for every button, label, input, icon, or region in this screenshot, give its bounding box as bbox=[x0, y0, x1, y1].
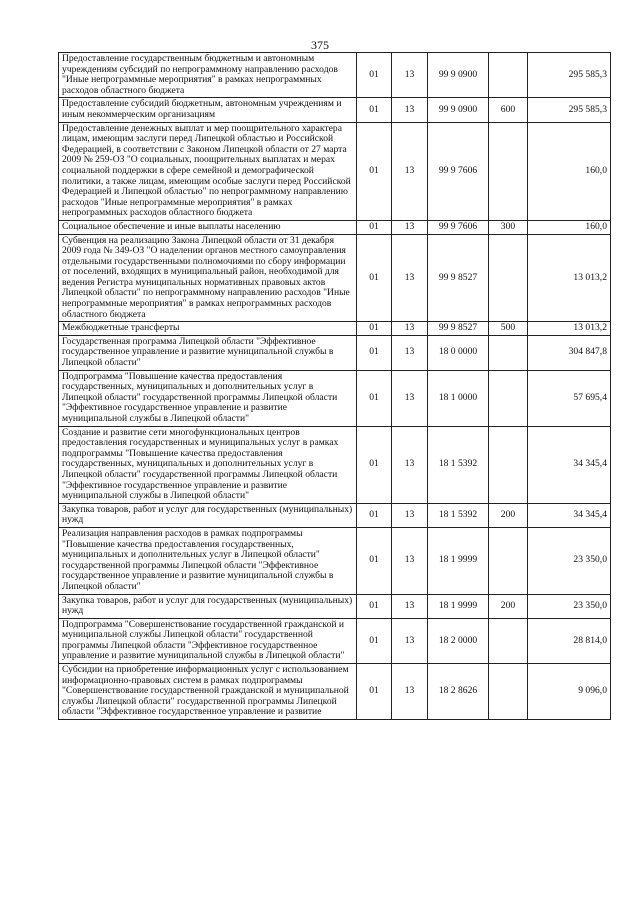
row-expense-type-code bbox=[489, 122, 528, 220]
row-section-code: 01 bbox=[357, 664, 392, 720]
row-section-code: 01 bbox=[357, 98, 392, 122]
table-row bbox=[59, 53, 611, 98]
row-expense-type-code: 300 bbox=[489, 220, 528, 234]
row-description: Предоставление субсидий бюджетным, автономным учреждениям и иным некоммерческим организациям bbox=[59, 98, 357, 122]
table-row bbox=[59, 122, 611, 220]
row-description: Подпрограмма "Совершенствование государственной гражданской и муниципальной службы Липецкой области" государственной программы Липецкой области "Эффективное государственное управление и развитие муниципальной службы в Липецкой области" bbox=[59, 618, 357, 663]
row-description: Закупка товаров, работ и услуг для государственных (муниципальных) нужд bbox=[59, 503, 357, 527]
row-expense-type-code: 500 bbox=[489, 322, 528, 336]
row-subsection-code: 13 bbox=[392, 594, 428, 618]
row-description: Реализация направления расходов в рамках подпрограммы "Повышение качества предоставления государственных, муниципальных и дополнительных услуг в Липецкой области" государственной программы Липецкой области "Эффективное государственное управление и развитие муниципальной службы в Липецкой области" bbox=[59, 527, 357, 594]
row-subsection-code: 13 bbox=[392, 220, 428, 234]
row-section-code: 01 bbox=[357, 53, 392, 98]
table-row bbox=[59, 234, 611, 322]
table-row bbox=[59, 426, 611, 503]
row-section-code: 01 bbox=[357, 322, 392, 336]
row-target-code: 18 1 0000 bbox=[428, 370, 489, 426]
row-target-code: 18 1 5392 bbox=[428, 503, 489, 527]
row-expense-type-code bbox=[489, 426, 528, 503]
row-section-code: 01 bbox=[357, 426, 392, 503]
row-subsection-code: 13 bbox=[392, 322, 428, 336]
row-section-code: 01 bbox=[357, 527, 392, 594]
row-section-code: 01 bbox=[357, 234, 392, 322]
row-target-code: 99 9 7606 bbox=[428, 220, 489, 234]
table-row bbox=[59, 503, 611, 527]
row-expense-type-code: 200 bbox=[489, 594, 528, 618]
row-expense-type-code: 600 bbox=[489, 98, 528, 122]
row-subsection-code: 13 bbox=[392, 527, 428, 594]
row-expense-type-code: 200 bbox=[489, 503, 528, 527]
row-section-code: 01 bbox=[357, 122, 392, 220]
row-amount: 295 585,3 bbox=[528, 53, 611, 98]
row-target-code: 99 9 0900 bbox=[428, 98, 489, 122]
row-target-code: 18 1 9999 bbox=[428, 527, 489, 594]
row-section-code: 01 bbox=[357, 503, 392, 527]
table-row bbox=[59, 664, 611, 720]
row-subsection-code: 13 bbox=[392, 335, 428, 370]
row-amount: 13 013,2 bbox=[528, 234, 611, 322]
row-description: Государственная программа Липецкой области "Эффективное государственное управление и развитие муниципальной службы в Липецкой области" bbox=[59, 335, 357, 370]
row-expense-type-code bbox=[489, 664, 528, 720]
row-subsection-code: 13 bbox=[392, 234, 428, 322]
row-expense-type-code bbox=[489, 618, 528, 663]
row-target-code: 18 1 9999 bbox=[428, 594, 489, 618]
row-expense-type-code bbox=[489, 335, 528, 370]
row-section-code: 01 bbox=[357, 370, 392, 426]
row-section-code: 01 bbox=[357, 594, 392, 618]
row-amount: 160,0 bbox=[528, 122, 611, 220]
table-row bbox=[59, 618, 611, 663]
row-subsection-code: 13 bbox=[392, 98, 428, 122]
row-description: Подпрограмма "Повышение качества предоставления государственных, муниципальных и дополнительных услуг в Липецкой области" государственной программы Липецкой области "Эффективное государственное управление и развитие муниципальной службы в Липецкой области" bbox=[59, 370, 357, 426]
row-target-code: 99 9 7606 bbox=[428, 122, 489, 220]
row-target-code: 99 9 0900 bbox=[428, 53, 489, 98]
row-section-code: 01 bbox=[357, 335, 392, 370]
row-amount: 34 345,4 bbox=[528, 426, 611, 503]
row-subsection-code: 13 bbox=[392, 426, 428, 503]
page-number: 375 bbox=[311, 38, 329, 52]
table-row bbox=[59, 335, 611, 370]
row-target-code: 99 9 8527 bbox=[428, 322, 489, 336]
row-description: Межбюджетные трансферты bbox=[59, 322, 357, 336]
row-amount: 34 345,4 bbox=[528, 503, 611, 527]
row-description: Предоставление государственным бюджетным и автономным учреждениям субсидий по непрограммному направлению расходов "Иные непрограммные мероприятия" в рамках непрограммных расходов областного бюджета bbox=[59, 53, 357, 98]
row-subsection-code: 13 bbox=[392, 370, 428, 426]
row-section-code: 01 bbox=[357, 618, 392, 663]
budget-table bbox=[58, 52, 611, 720]
row-amount: 57 695,4 bbox=[528, 370, 611, 426]
row-amount: 23 350,0 bbox=[528, 594, 611, 618]
row-amount: 23 350,0 bbox=[528, 527, 611, 594]
row-amount: 28 814,0 bbox=[528, 618, 611, 663]
table-row bbox=[59, 220, 611, 234]
table-row bbox=[59, 527, 611, 594]
row-description: Создание и развитие сети многофункциональных центров предоставления государственных и муниципальных услуг в рамках подпрограммы "Повышение качества предоставления государственных, муниципальных и дополнительных услуг в Липецкой области" государственной программы Липецкой области "Эффективное государственное управление и развитие муниципальной службы в Липецкой области" bbox=[59, 426, 357, 503]
row-expense-type-code bbox=[489, 370, 528, 426]
row-amount: 304 847,8 bbox=[528, 335, 611, 370]
row-amount: 13 013,2 bbox=[528, 322, 611, 336]
row-description: Закупка товаров, работ и услуг для государственных (муниципальных) нужд bbox=[59, 594, 357, 618]
row-section-code: 01 bbox=[357, 220, 392, 234]
row-target-code: 18 2 0000 bbox=[428, 618, 489, 663]
row-target-code: 18 2 8626 bbox=[428, 664, 489, 720]
row-subsection-code: 13 bbox=[392, 618, 428, 663]
table-row bbox=[59, 594, 611, 618]
row-subsection-code: 13 bbox=[392, 503, 428, 527]
row-target-code: 18 0 0000 bbox=[428, 335, 489, 370]
row-description: Предоставление денежных выплат и мер поощрительного характера лицам, имеющим заслуги перед Липецкой областью и Российской Федерацией, в соответствии с Законом Липецкой области от 27 марта 2009 № 259-ОЗ "О социальных, поощрительных выплатах и мерах социальной поддержки в сфере семейной и демографической политики, а также лицам, имеющим особые заслуги перед Российской Федерацией и Липецкой областью" по непрограммному направлению расходов "Иные непрограммные мероприятия" в рамках непрограммных расходов областного бюджета bbox=[59, 122, 357, 220]
row-expense-type-code bbox=[489, 234, 528, 322]
row-expense-type-code bbox=[489, 53, 528, 98]
row-amount: 295 585,3 bbox=[528, 98, 611, 122]
row-subsection-code: 13 bbox=[392, 664, 428, 720]
row-target-code: 18 1 5392 bbox=[428, 426, 489, 503]
row-description: Субвенция на реализацию Закона Липецкой области от 31 декабря 2009 года № 349-ОЗ "О наделении органов местного самоуправления отдельными государственными полномочиями по сбору информации от поселений, входящих в муниципальный район, необходимой для ведения Регистра муниципальных нормативных правовых актов Липецкой области" по непрограммному направлению расходов "Иные непрограммные мероприятия" в рамках непрограммных расходов областного бюджета bbox=[59, 234, 357, 322]
budget-table-body bbox=[59, 53, 611, 720]
row-amount: 9 096,0 bbox=[528, 664, 611, 720]
row-description: Социальное обеспечение и иные выплаты населению bbox=[59, 220, 357, 234]
row-subsection-code: 13 bbox=[392, 53, 428, 98]
row-amount: 160,0 bbox=[528, 220, 611, 234]
table-row bbox=[59, 322, 611, 336]
table-row bbox=[59, 98, 611, 122]
table-row bbox=[59, 370, 611, 426]
row-target-code: 99 9 8527 bbox=[428, 234, 489, 322]
row-expense-type-code bbox=[489, 527, 528, 594]
row-subsection-code: 13 bbox=[392, 122, 428, 220]
row-description: Субсидии на приобретение информационных услуг с использованием информационно-правовых систем в рамках подпрограммы "Совершенствование государственной гражданской и муниципальной службы Липецкой области" государственной программы Липецкой области "Эффективное государственное управление и развитие bbox=[59, 664, 357, 720]
